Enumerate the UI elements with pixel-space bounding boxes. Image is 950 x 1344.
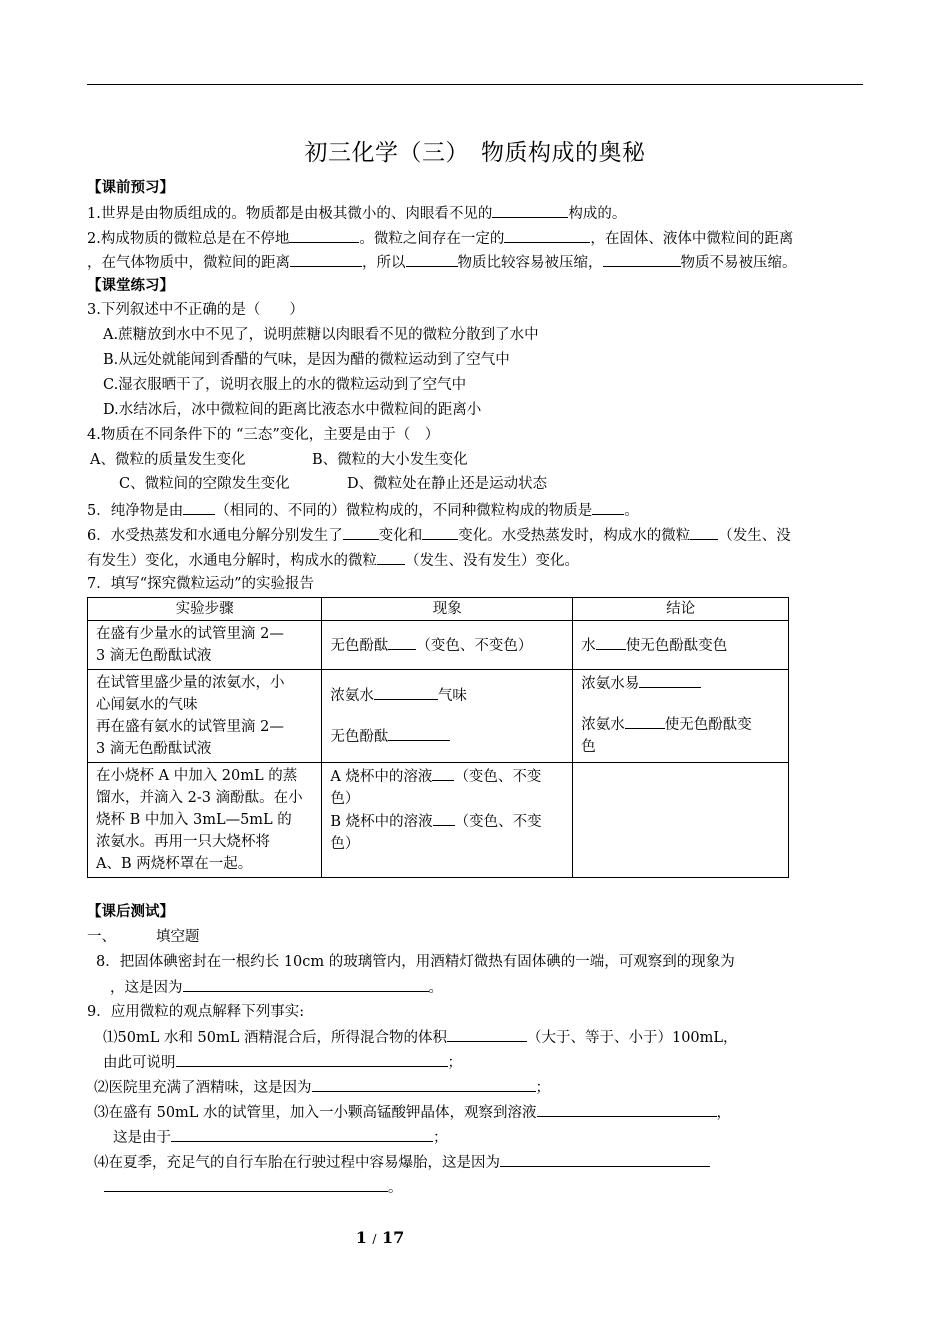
- question-9-item-1-line-2: 由此可说明 ；: [103, 1051, 462, 1073]
- page-number: 1 / 17: [355, 1228, 405, 1247]
- step-cell: 在小烧杯 A 中加入 20mL 的蒸 馏水，并滴入 2-3 滴酚酞。在小 烧杯 B 中加入 3mL—5mL 的 浓氨水。再用一只大烧杯将 A、B 两烧杯罩在一起。: [88, 763, 322, 878]
- blank: [492, 202, 568, 218]
- question-9-stem: 9．应用微粒的观点解释下列事实:: [87, 1004, 305, 1020]
- question-4-stem: 4.物质在不同条件下的 “三态”变化，主要是由于（ ）: [87, 427, 440, 443]
- question-6-line-2: 有发生）变化，水通电分解时，构成水的微粒 （发生、没有发生）变化。: [87, 549, 579, 571]
- blank: [374, 684, 438, 700]
- table-row: [88, 670, 789, 763]
- question-5: 5．纯净物是由 （相同的、不同的）微粒构成的，不同种微粒构成的物质是 。: [87, 499, 639, 521]
- question-2-line-2: ，在气体物质中，微粒间的距离 ，所以 物质比较容易被压缩， 物质不易被压缩。: [87, 251, 797, 273]
- blank: [433, 810, 455, 826]
- question-7-stem: 7．填写“探究微粒运动”的实验报告: [87, 576, 315, 592]
- question-2-line-1: 2.构成物质的微粒总是在不停地 。微粒之间存在一定的 ，在固体、液体中微粒间的距离: [87, 227, 793, 249]
- phenomenon-cell: 无色酚酞 （变色、不变色）: [322, 621, 573, 670]
- blank: [537, 1101, 717, 1117]
- question-9-item-4-line-2: 。: [104, 1176, 403, 1198]
- table-row: [88, 621, 789, 670]
- question-1: 1.世界是由物质组成的。物质都是由极其微小的、肉眼看不见的 构成的。: [87, 202, 626, 224]
- conclusion-cell: 浓氨水易 浓氨水 使无色酚酞变 色: [573, 670, 789, 763]
- blank: [603, 251, 681, 267]
- question-8-line-1: 8．把固体碘密封在一根约长 10cm 的玻璃管内，用酒精灯微热有固体碘的一端，可观察到的现象为: [96, 954, 735, 970]
- blank: [639, 672, 701, 688]
- question-9-item-3-line-2: 这是由于 ；: [113, 1126, 448, 1148]
- conclusion-cell: [573, 763, 789, 878]
- question-4-option-a: A、微粒的质量发生变化: [90, 452, 246, 468]
- question-4-option-b: B、微粒的大小发生变化: [312, 452, 468, 468]
- blank: [690, 524, 718, 540]
- question-9-item-1-line-1: ⑴50mL 水和 50mL 酒精混合后，所得混合物的体积 （大于、等于、小于）100mL，: [103, 1026, 738, 1048]
- blank: [592, 499, 624, 515]
- step-cell: 在试管里盛少量的浓氨水，小 心闻氨水的气味 再在盛有氨水的试管里滴 2— 3 滴无色酚酞试液: [88, 670, 322, 763]
- blank: [176, 1051, 448, 1067]
- section-classwork: 【课堂练习】: [87, 277, 174, 294]
- step-cell: 在盛有少量水的试管里滴 2— 3 滴无色酚酞试液: [88, 621, 322, 670]
- blank: [183, 976, 429, 992]
- table-row: [88, 763, 789, 878]
- table-header-row: [88, 598, 789, 621]
- blank: [289, 227, 359, 243]
- phenomenon-cell: A 烧杯中的溶液 （变色、不变 色） B 烧杯中的溶液 （变色、不变 色）: [322, 763, 573, 878]
- phenomenon-cell: 浓氨水 气味 无色酚酞: [322, 670, 573, 763]
- question-6-line-1: 6．水受热蒸发和水通电分解分别发生了 变化和 变化。水受热蒸发时，构成水的微粒 （发生、没: [87, 524, 791, 546]
- question-4-option-d: D、微粒处在静止还是运动状态: [347, 476, 548, 492]
- question-3-option-a: A.蔗糖放到水中不见了，说明蔗糖以肉眼看不见的微粒分散到了水中: [103, 327, 539, 343]
- section-preview: 【课前预习】: [87, 179, 174, 196]
- blank: [422, 524, 458, 540]
- question-4-option-c: C、微粒间的空隙发生变化: [119, 476, 290, 492]
- blank: [504, 227, 590, 243]
- blank: [377, 549, 405, 565]
- question-3-option-d: D.水结冰后，冰中微粒间的距离比液态水中微粒间的距离小: [103, 402, 482, 418]
- question-3-option-b: B.从远处就能闻到香醋的气味，是因为醋的微粒运动到了空气中: [103, 352, 510, 368]
- blank: [343, 524, 379, 540]
- header-steps: 实验步骤: [88, 598, 322, 621]
- header-rule: [87, 84, 863, 85]
- question-9-item-2: ⑵医院里充满了酒精味，这是因为 ；: [94, 1076, 550, 1098]
- header-phenomenon: 现象: [322, 598, 573, 621]
- question-9-item-4-line-1: ⑷在夏季，充足气的自行车胎在行驶过程中容易爆胎，这是因为: [94, 1151, 710, 1173]
- question-3-stem: 3.下列叙述中不正确的是（ ）: [87, 302, 304, 318]
- blank: [104, 1176, 388, 1192]
- blank: [171, 1126, 433, 1142]
- header-conclusion: 结论: [573, 598, 789, 621]
- blank: [183, 499, 215, 515]
- blank: [290, 251, 362, 267]
- question-8-line-2: ，这是因为 。: [110, 976, 443, 998]
- blank: [447, 1026, 527, 1042]
- blank: [312, 1076, 536, 1092]
- blank: [406, 251, 458, 267]
- blank: [432, 765, 454, 781]
- page-title: 初三化学（三） 物质构成的奥秘: [304, 140, 646, 166]
- part-1-heading: 一、 填空题: [87, 929, 200, 945]
- blank: [625, 713, 665, 729]
- blank: [388, 725, 450, 741]
- question-9-item-3-line-1: ⑶在盛有 50mL 水的试管里，加入一小颗高锰酸钾晶体，观察到溶液 ，: [94, 1101, 731, 1123]
- section-posttest: 【课后测试】: [87, 903, 174, 920]
- question-3-option-c: C.湿衣服晒干了，说明衣服上的水的微粒运动到了空气中: [103, 377, 467, 393]
- conclusion-cell: 水 使无色酚酞变色: [573, 621, 789, 670]
- blank: [388, 634, 416, 650]
- blank: [596, 634, 626, 650]
- blank: [500, 1151, 710, 1167]
- experiment-report-table: [87, 597, 789, 878]
